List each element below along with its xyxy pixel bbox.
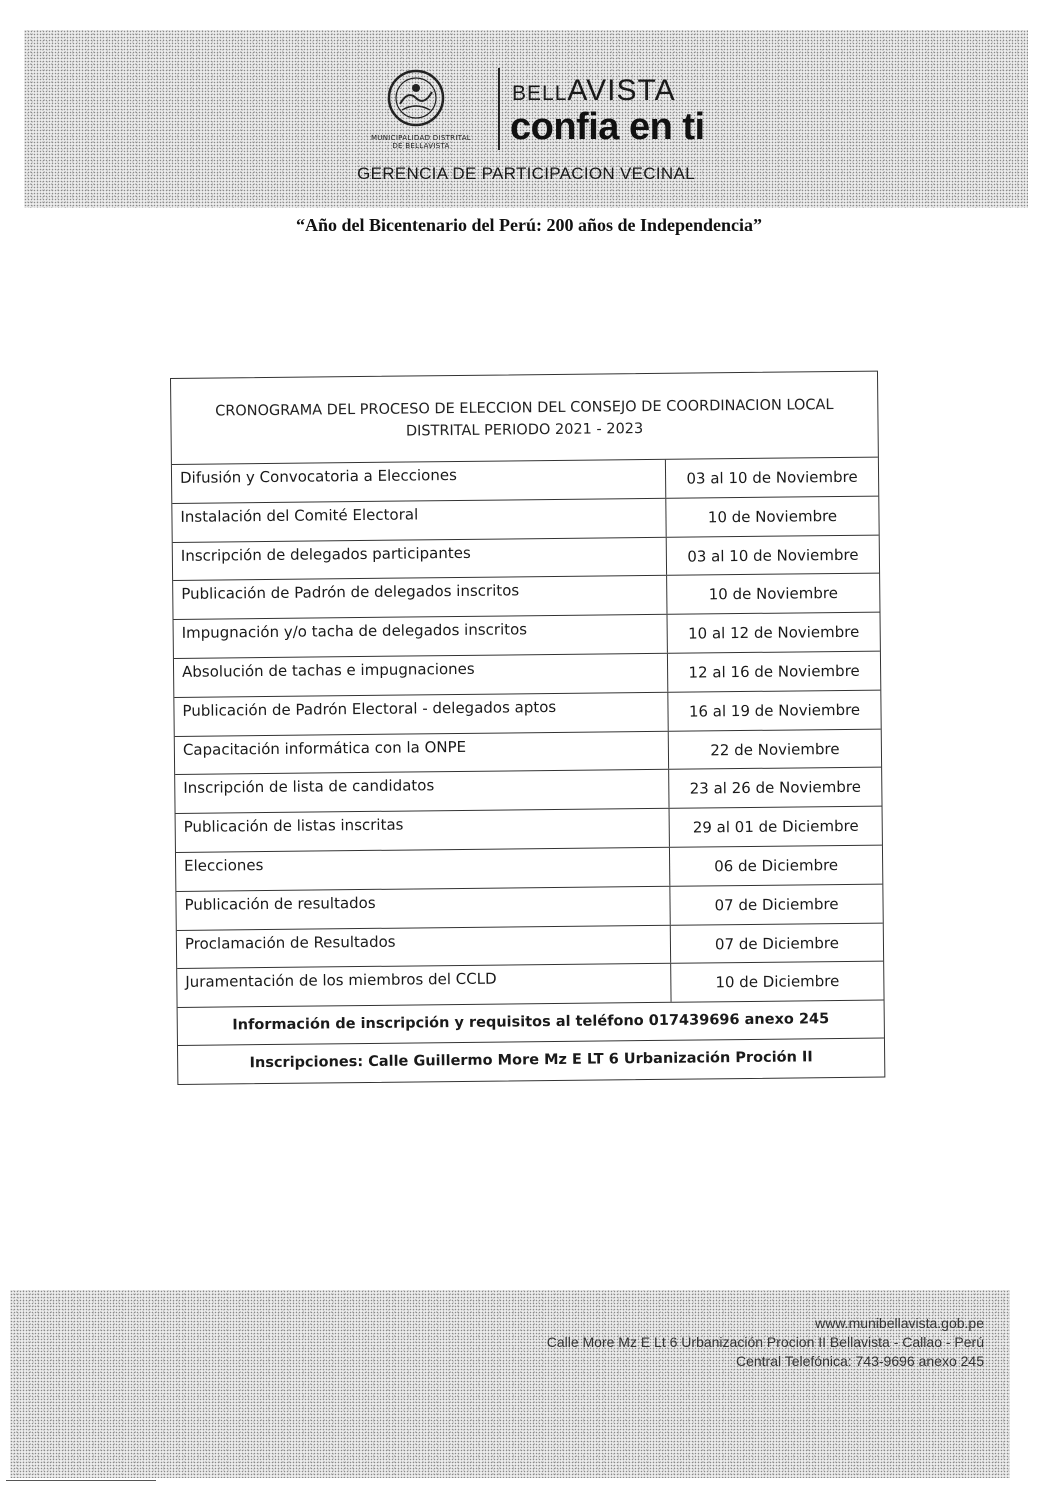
footer-contact bbox=[547, 1314, 984, 1371]
date-cell: 16 al 19 de Noviembre bbox=[688, 700, 861, 721]
brand-name-prefix: BELL bbox=[512, 82, 568, 105]
header-band bbox=[24, 30, 1028, 208]
activity-cell: Impugnación y/o tacha de delegados inscritos bbox=[174, 615, 668, 658]
date-cell: 06 de Diciembre bbox=[714, 855, 839, 876]
municipal-seal-icon bbox=[386, 68, 446, 128]
brand-slogan: confia en ti bbox=[510, 106, 705, 148]
logo-divider bbox=[498, 68, 500, 150]
activity-cell: Proclamación de Resultados bbox=[177, 925, 671, 968]
date-cell: 07 de Diciembre bbox=[714, 933, 840, 953]
seal-caption-line2: DE BELLAVISTA bbox=[392, 142, 450, 150]
date-cell: 10 al 12 de Noviembre bbox=[687, 622, 860, 643]
municipal-logo bbox=[356, 62, 776, 162]
activity-cell: Capacitación informática con la ONPE bbox=[175, 731, 669, 774]
footer-band bbox=[10, 1290, 1010, 1478]
info-address: Inscripciones: Calle Guillermo More Mz E LT 6 Urbanización Proción II bbox=[249, 1049, 813, 1072]
footer-website[interactable]: www.munibellavista.gob.pe bbox=[815, 1315, 984, 1331]
activity-cell: Publicación de listas inscritas bbox=[176, 809, 670, 852]
date-cell: 22 de Noviembre bbox=[710, 739, 840, 759]
schedule-title bbox=[171, 372, 878, 465]
date-cell: 10 de Noviembre bbox=[708, 584, 839, 604]
activity-cell: Inscripción de lista de candidatos bbox=[175, 770, 669, 813]
activity-cell: Publicación de resultados bbox=[176, 887, 670, 930]
brand-name bbox=[512, 74, 676, 108]
date-cell: 12 al 16 de Noviembre bbox=[688, 661, 860, 682]
activity-cell: Juramentación de los miembros del CCLD bbox=[177, 964, 671, 1007]
seal-caption bbox=[356, 134, 486, 150]
date-cell: 23 al 26 de Noviembre bbox=[689, 778, 862, 798]
date-cell: 10 de Diciembre bbox=[715, 972, 840, 992]
bottom-rule bbox=[6, 1480, 156, 1481]
schedule-table bbox=[170, 371, 885, 1086]
department-title: GERENCIA DE PARTICIPACION VECINAL bbox=[357, 164, 695, 183]
footer-phone: Central Telefónica: 743-9696 anexo 245 bbox=[735, 1353, 984, 1369]
activity-cell: Difusión y Convocatoria a Elecciones bbox=[172, 460, 666, 503]
date-cell: 07 de Diciembre bbox=[714, 894, 839, 915]
date-cell: 10 de Noviembre bbox=[707, 506, 838, 527]
activity-cell: Inscripción de delegados participantes bbox=[173, 537, 667, 580]
date-cell: 29 al 01 de Diciembre bbox=[692, 816, 859, 837]
activity-cell: Absolución de tachas e impugnaciones bbox=[174, 654, 668, 697]
activity-cell: Elecciones bbox=[176, 848, 670, 891]
footer-address: Calle More Mz E Lt 6 Urbanización Procion II Bellavista - Callao - Perú bbox=[546, 1334, 984, 1350]
seal-caption-line1: MUNICIPALIDAD DISTRITAL bbox=[370, 134, 472, 142]
year-motto: “Año del Bicentenario del Perú: 200 años de Independencia” bbox=[295, 215, 762, 235]
date-cell: 03 al 10 de Noviembre bbox=[686, 467, 858, 488]
activity-cell: Publicación de Padrón de delegados inscritos bbox=[173, 576, 667, 619]
brand-name-suffix: AVISTA bbox=[567, 74, 676, 107]
activity-cell: Instalación del Comité Electoral bbox=[172, 499, 666, 542]
date-cell: 03 al 10 de Noviembre bbox=[687, 545, 859, 566]
info-phone: Información de inscripción y requisitos al teléfono 017439696 anexo 245 bbox=[178, 1001, 884, 1046]
schedule-title-line1: CRONOGRAMA DEL PROCESO DE ELECCION DEL CONSEJO DE COORDINACION LOCAL bbox=[215, 397, 834, 420]
schedule-title-line2: DISTRITAL PERIODO 2021 - 2023 bbox=[405, 421, 644, 440]
activity-cell: Publicación de Padrón Electoral - delegados aptos bbox=[174, 693, 668, 736]
